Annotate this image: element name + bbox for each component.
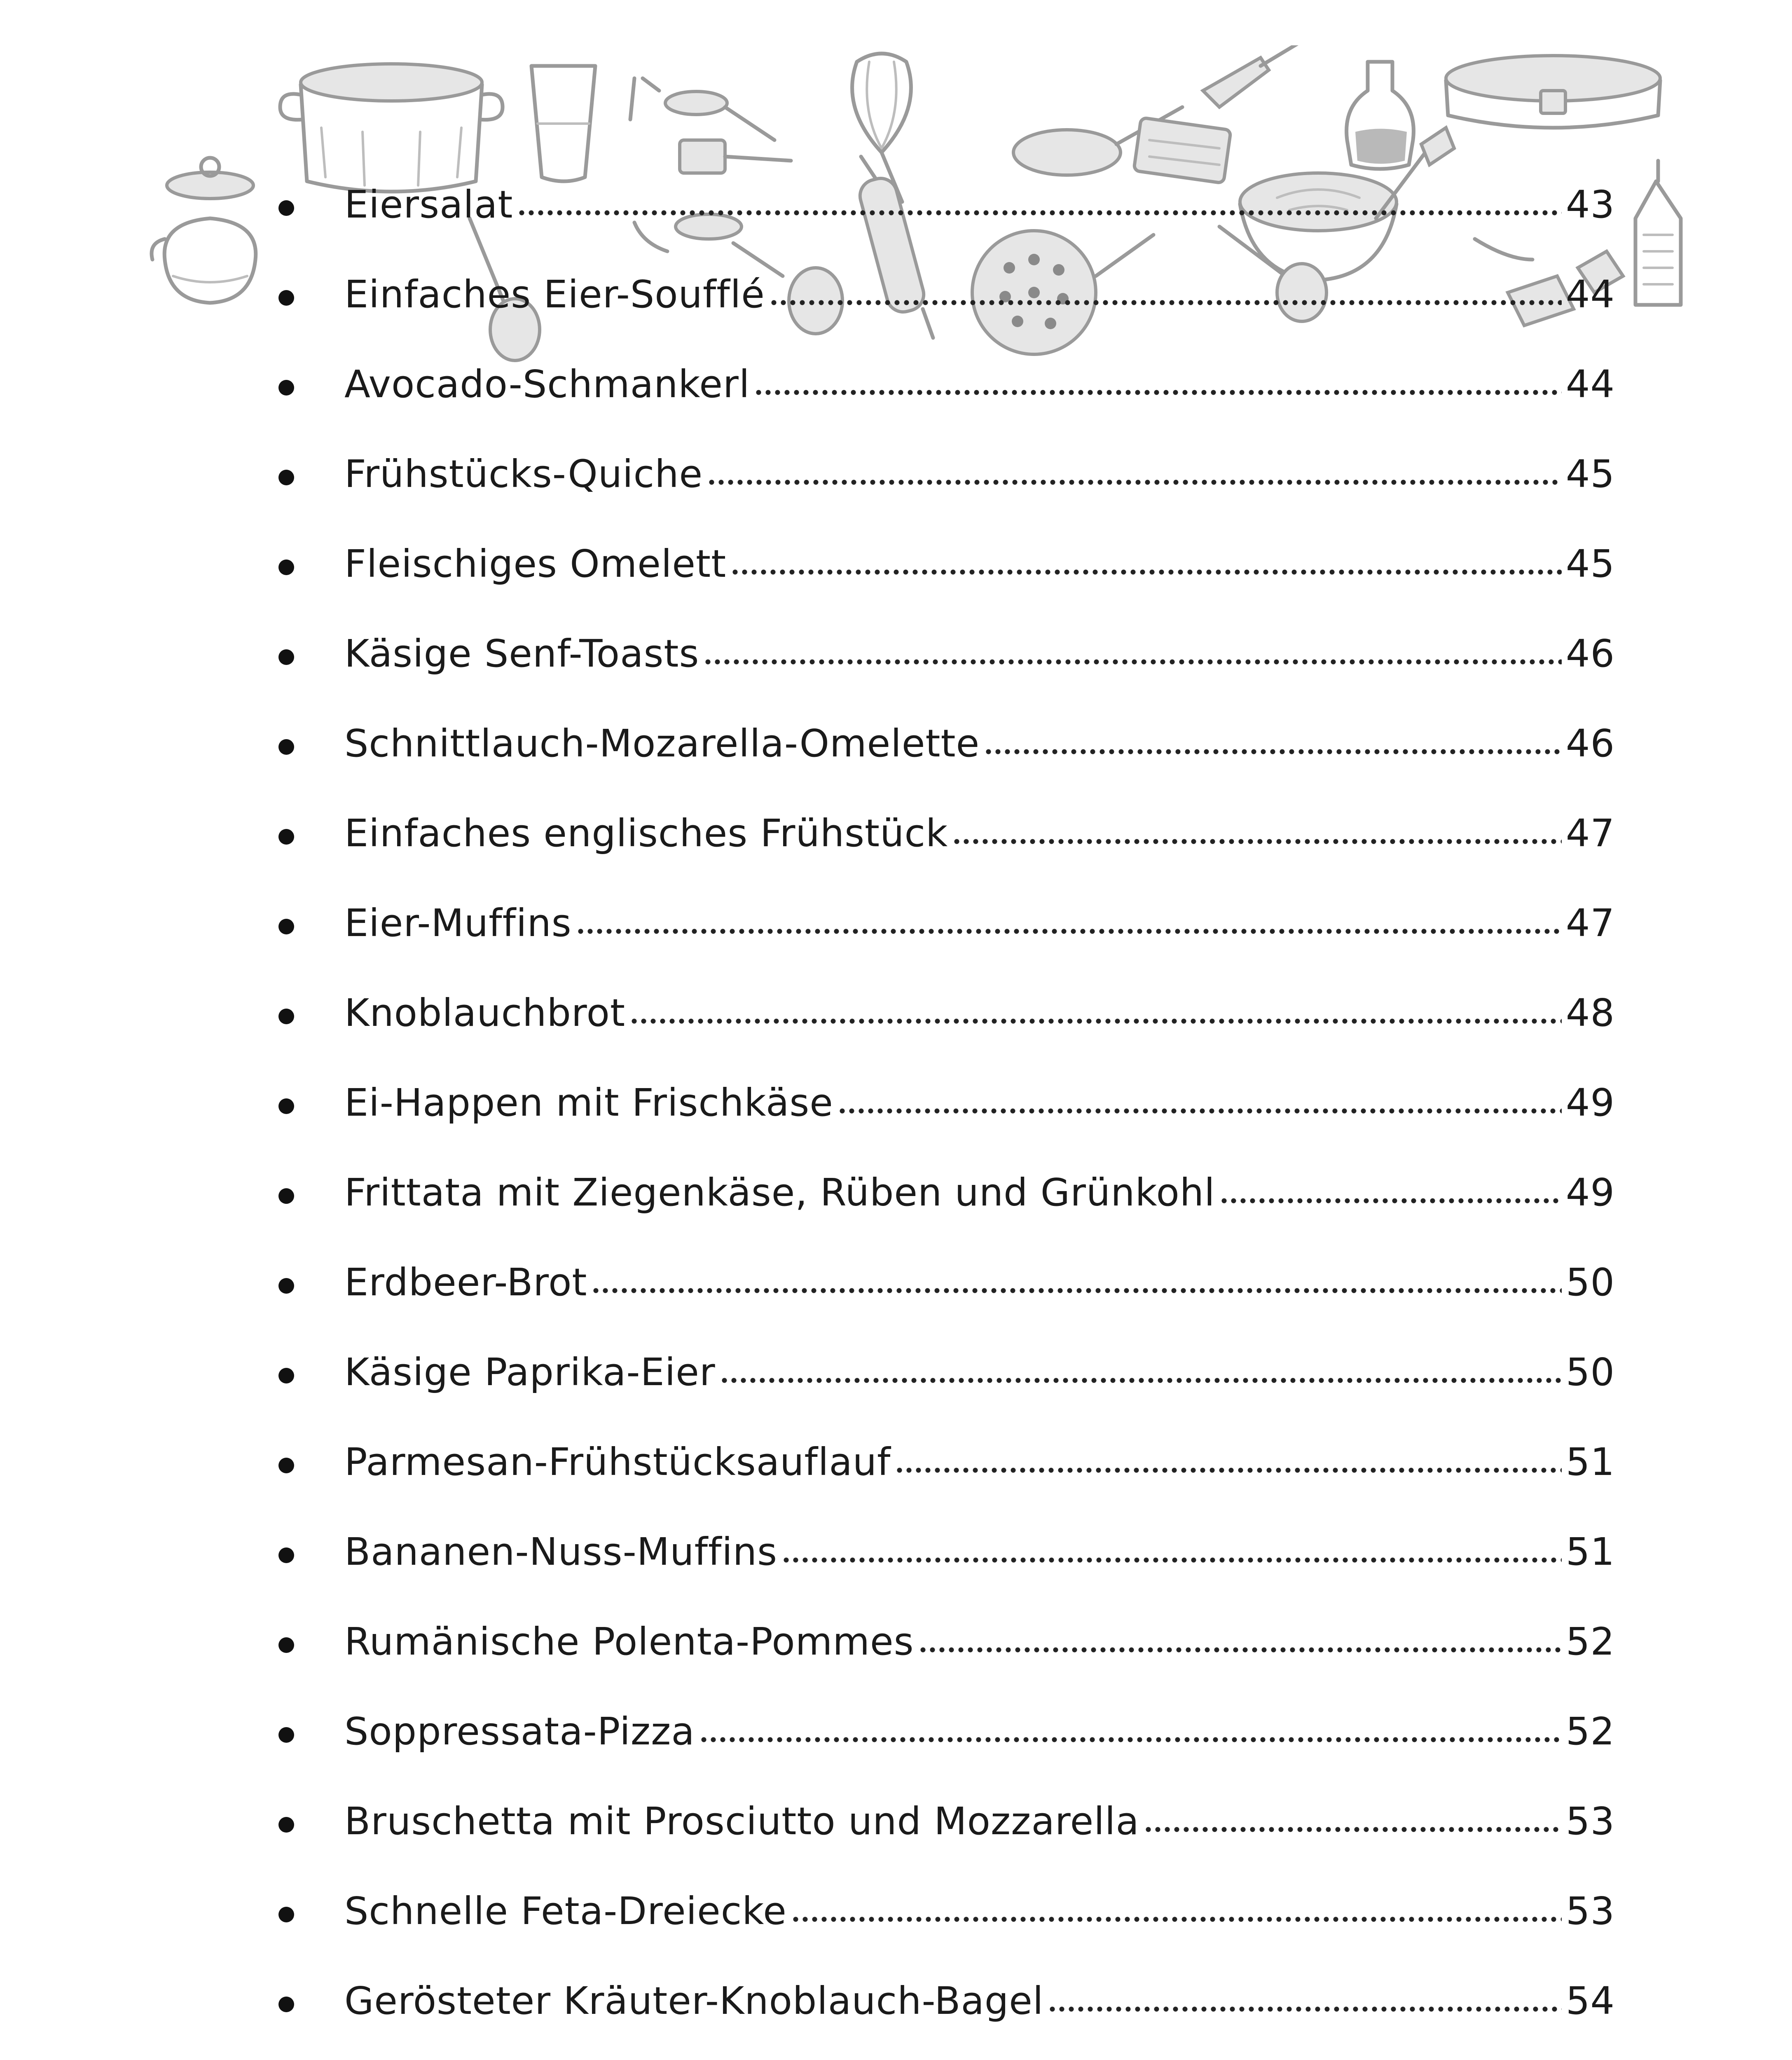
toc-entry-title: Rumänische Polenta-Pommes bbox=[344, 1620, 914, 1664]
dot-leader bbox=[517, 178, 1561, 218]
meat-tenderizer-icon bbox=[680, 140, 791, 173]
bullet-icon bbox=[278, 829, 294, 845]
bullet-icon bbox=[278, 290, 294, 306]
toc-entry-page-number: 51 bbox=[1565, 1440, 1615, 1484]
toc-entry-page-number: 44 bbox=[1565, 362, 1615, 406]
drinking-glass-icon bbox=[531, 66, 595, 181]
bullet-icon bbox=[278, 1009, 294, 1024]
bullet-icon bbox=[278, 200, 294, 216]
toc-entry-page-number: 49 bbox=[1565, 1081, 1615, 1125]
dot-leader bbox=[781, 1525, 1562, 1565]
toc-entry[interactable] bbox=[272, 268, 1615, 358]
toc-entry-page-number: 51 bbox=[1565, 1530, 1615, 1574]
toc-entry[interactable] bbox=[272, 178, 1615, 268]
dot-leader bbox=[984, 717, 1562, 756]
toc-entry-title: Schnelle Feta-Dreiecke bbox=[344, 1889, 787, 1933]
toc-entry-title: Ei-Happen mit Frischkäse bbox=[344, 1081, 833, 1125]
cake-tin-icon bbox=[1446, 56, 1660, 128]
toc-entry-page-number: 45 bbox=[1565, 542, 1615, 586]
toc-entry[interactable] bbox=[272, 986, 1615, 1076]
toc-entry[interactable] bbox=[272, 1525, 1615, 1615]
toc-entry[interactable] bbox=[272, 627, 1615, 717]
toc-entry[interactable] bbox=[272, 1076, 1615, 1166]
cutting-board-icon bbox=[1134, 117, 1231, 183]
sugar-bowl-icon bbox=[152, 158, 256, 303]
bullet-icon bbox=[278, 1547, 294, 1563]
bullet-icon bbox=[278, 1907, 294, 1922]
toc-entry-page-number: 53 bbox=[1565, 1889, 1615, 1933]
toc-entry[interactable] bbox=[272, 807, 1615, 897]
dot-leader bbox=[629, 986, 1562, 1026]
knife-icon bbox=[1203, 45, 1302, 107]
toc-entry-title: Avocado-Schmankerl bbox=[344, 362, 750, 406]
toc-entry-title: Eiersalat bbox=[344, 183, 513, 227]
dot-leader bbox=[1048, 1974, 1562, 2014]
toc-entry-page-number: 44 bbox=[1565, 272, 1615, 316]
bullet-icon bbox=[278, 470, 294, 485]
toc-entry-title: Frittata mit Ziegenkäse, Rüben und Grünkohl bbox=[344, 1170, 1215, 1215]
dot-leader bbox=[838, 1076, 1562, 1116]
bullet-icon bbox=[278, 1637, 294, 1653]
toc-entry-page-number: 45 bbox=[1565, 452, 1615, 496]
toc-entry-page-number: 48 bbox=[1565, 991, 1615, 1035]
toc-entry[interactable] bbox=[272, 358, 1615, 447]
toc-entry-page-number: 49 bbox=[1565, 1170, 1615, 1215]
toc-entry[interactable] bbox=[272, 1615, 1615, 1705]
bullet-icon bbox=[278, 1458, 294, 1473]
dot-leader bbox=[707, 447, 1562, 487]
dot-leader bbox=[1144, 1795, 1562, 1834]
bullet-icon bbox=[278, 380, 294, 396]
toc-entry-title: Einfaches Eier-Soufflé bbox=[344, 272, 765, 316]
bullet-icon bbox=[278, 1278, 294, 1294]
bullet-icon bbox=[278, 559, 294, 575]
toc-entry[interactable] bbox=[272, 1435, 1615, 1525]
toc-entry-title: Fleischiges Omelett bbox=[344, 542, 727, 586]
dot-leader bbox=[791, 1884, 1562, 1924]
toc-entry-page-number: 52 bbox=[1565, 1620, 1615, 1664]
toc-entry-title: Knoblauchbrot bbox=[344, 991, 626, 1035]
toc-entry-page-number: 43 bbox=[1565, 183, 1615, 227]
dot-leader bbox=[703, 627, 1562, 667]
toc-entry-page-number: 47 bbox=[1565, 811, 1615, 855]
toc-entry[interactable] bbox=[272, 447, 1615, 537]
toc-entry[interactable] bbox=[272, 1166, 1615, 1256]
toc-entry-page-number: 50 bbox=[1565, 1260, 1615, 1304]
toc-entry-title: Erdbeer-Brot bbox=[344, 1260, 587, 1304]
toc-entry-title: Käsige Paprika-Eier bbox=[344, 1350, 716, 1394]
table-of-contents bbox=[272, 178, 1615, 2060]
toc-entry-title: Soppressata-Pizza bbox=[344, 1709, 695, 1753]
bullet-icon bbox=[278, 739, 294, 755]
toc-entry-page-number: 46 bbox=[1565, 632, 1615, 676]
dot-leader bbox=[576, 897, 1562, 936]
dot-leader bbox=[754, 358, 1562, 397]
bullet-icon bbox=[278, 1188, 294, 1204]
toc-entry-title: Bruschetta mit Prosciutto und Mozzarella bbox=[344, 1799, 1139, 1843]
bullet-icon bbox=[278, 1817, 294, 1833]
dot-leader bbox=[591, 1256, 1561, 1295]
dot-leader bbox=[1219, 1166, 1562, 1206]
toc-entry-page-number: 46 bbox=[1565, 721, 1615, 765]
grater-icon bbox=[1635, 161, 1681, 305]
toc-entry[interactable] bbox=[272, 1705, 1615, 1795]
toc-entry-title: Eier-Muffins bbox=[344, 901, 572, 945]
toc-entry-page-number: 50 bbox=[1565, 1350, 1615, 1394]
toc-entry-page-number: 52 bbox=[1565, 1709, 1615, 1753]
toc-entry-title: Gerösteter Kräuter-Knoblauch-Bagel bbox=[344, 1979, 1044, 2023]
toc-entry[interactable] bbox=[272, 717, 1615, 807]
toc-entry-page-number: 53 bbox=[1565, 1799, 1615, 1843]
toc-entry-page-number: 54 bbox=[1565, 1979, 1615, 2023]
toc-entry[interactable] bbox=[272, 1795, 1615, 1884]
toc-entry-title: Frühstücks-Quiche bbox=[344, 452, 703, 496]
toc-entry-title: Parmesan-Frühstücksauflauf bbox=[344, 1440, 891, 1484]
bullet-icon bbox=[278, 1098, 294, 1114]
toc-entry-title: Bananen-Nuss-Muffins bbox=[344, 1530, 778, 1574]
dot-leader bbox=[720, 1346, 1562, 1385]
bullet-icon bbox=[278, 1368, 294, 1383]
toc-entry-title: Käsige Senf-Toasts bbox=[344, 632, 699, 676]
bullet-icon bbox=[278, 1997, 294, 2012]
bullet-icon bbox=[278, 1727, 294, 1743]
toc-entry-title: Schnittlauch-Mozarella-Omelette bbox=[344, 721, 980, 765]
toc-entry[interactable] bbox=[272, 1346, 1615, 1435]
dot-leader bbox=[699, 1705, 1562, 1744]
toc-entry-title: Einfaches englisches Frühstück bbox=[344, 811, 948, 855]
dot-leader bbox=[769, 268, 1562, 307]
dot-leader bbox=[918, 1615, 1562, 1655]
dot-leader bbox=[895, 1435, 1561, 1475]
toc-entry[interactable] bbox=[272, 1884, 1615, 1974]
bullet-icon bbox=[278, 649, 294, 665]
dot-leader bbox=[730, 537, 1562, 577]
toc-entry-page-number: 47 bbox=[1565, 901, 1615, 945]
dot-leader bbox=[952, 807, 1562, 846]
bullet-icon bbox=[278, 919, 294, 934]
carafe-icon bbox=[1347, 62, 1414, 169]
toc-entry[interactable] bbox=[272, 537, 1615, 627]
toc-entry[interactable] bbox=[272, 897, 1615, 986]
cooking-pot-icon bbox=[280, 64, 503, 192]
toc-entry[interactable] bbox=[272, 1974, 1615, 2060]
toc-entry[interactable] bbox=[272, 1256, 1615, 1346]
